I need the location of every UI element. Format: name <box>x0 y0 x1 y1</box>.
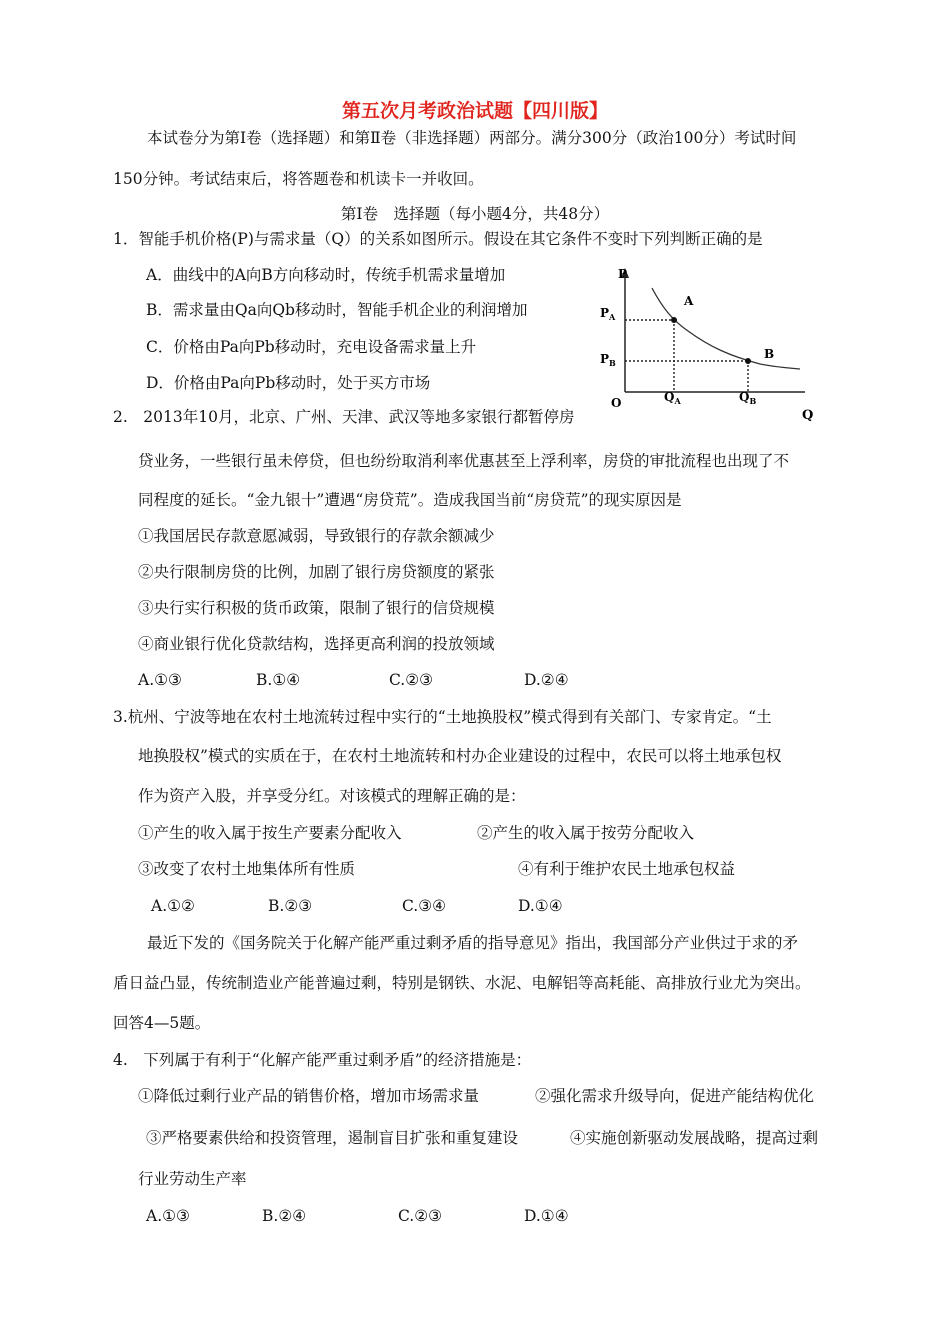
page-title: 第五次月考政治试题【四川版】 <box>341 100 608 122</box>
point-a-marker <box>671 317 677 323</box>
q3-answer-a: A.①② <box>151 897 195 915</box>
q3-item-3: ③改变了农村土地集体所有性质 <box>138 860 356 878</box>
material-line-3: 回答4—5题。 <box>113 1014 211 1032</box>
q2-line-3: 同程度的延长。“金九银十”遭遇“房贷荒”。造成我国当前“房贷荒”的现实原因是 <box>138 491 682 509</box>
q2-answer-b: B.①④ <box>256 671 301 689</box>
q4-answer-d: D.①④ <box>524 1207 569 1225</box>
q3-answer-d: D.①④ <box>518 897 563 915</box>
q4-item-4: ④实施创新驱动发展战略，提高过剩 <box>570 1129 819 1147</box>
q4-answer-c: C.②③ <box>398 1207 443 1225</box>
intro-line-2: 150分钟。考试结束后，将答题卷和机读卡一并收回。 <box>113 170 484 188</box>
q1-option-a: A．曲线中的A向B方向移动时，传统手机需求量增加 <box>146 266 506 284</box>
origin-label: O <box>611 396 622 410</box>
q3-line-3: 作为资产入股，并享受分红。对该模式的理解正确的是： <box>138 787 526 805</box>
q4-stem: 4. 下列属于有利于“化解产能严重过剩矛盾”的经济措施是： <box>113 1051 532 1069</box>
point-b-marker <box>745 358 751 364</box>
q3-line-2: 地换股权”模式的实质在于，在农村土地流转和村办企业建设的过程中，农民可以将土地承包权 <box>138 747 782 765</box>
q4-answer-a: A.①③ <box>146 1207 190 1225</box>
q2-line-1: 2. 2013年10月，北京、广州、天津、武汉等地多家银行都暂停房 <box>113 408 575 426</box>
q4-item-3: ③严格要素供给和投资管理，遏制盲目扩张和重复建设 <box>146 1129 519 1147</box>
q4-item-2: ②强化需求升级导向，促进产能结构优化 <box>535 1087 815 1105</box>
q3-item-4: ④有利于维护农民土地承包权益 <box>518 860 736 878</box>
q1-option-b: B．需求量由Qa向Qb移动时，智能手机企业的利润增加 <box>146 301 528 319</box>
pb-label: $P_B$ <box>600 352 616 368</box>
q2-line-2: 贷业务，一些银行虽未停贷，但也纷纷取消利率优惠甚至上浮利率，房贷的审批流程也出现了不 <box>138 452 790 470</box>
q4-item-1: ①降低过剩行业产品的销售价格，增加市场需求量 <box>138 1087 480 1105</box>
q4-answer-b: B.②④ <box>262 1207 307 1225</box>
q1-option-c: C．价格由Pa向Pb移动时，充电设备需求量上升 <box>146 338 477 356</box>
intro-line-1: 本试卷分为第Ⅰ卷（选择题）和第Ⅱ卷（非选择题）两部分。满分300分（政治100分）考试时间 <box>147 129 797 147</box>
qb-label: $Q_B$ <box>739 390 757 406</box>
q3-item-1: ①产生的收入属于按生产要素分配收入 <box>138 824 402 842</box>
material-line-2: 盾日益凸显，传统制造业产能普遍过剩，特别是钢铁、水泥、电解铝等高耗能、高排放行业尤为突出。 <box>113 974 811 992</box>
q2-item-1: ①我国居民存款意愿减弱，导致银行的存款余额减少 <box>138 527 495 545</box>
q1-stem: 1．智能手机价格(P)与需求量（Q）的关系如图所示。假设在其它条件不变时下列判断正确的是 <box>113 230 763 248</box>
pa-label: $P_A$ <box>600 306 616 322</box>
q2-answer-c: C.②③ <box>389 671 434 689</box>
q3-item-2: ②产生的收入属于按劳分配收入 <box>477 824 695 842</box>
qa-label: $Q_A$ <box>664 390 681 406</box>
q2-item-4: ④商业银行优化贷款结构，选择更高利润的投放领域 <box>138 635 495 653</box>
demand-curve-figure <box>590 262 830 432</box>
q4-item-4-cont: 行业劳动生产率 <box>138 1170 247 1188</box>
x-axis-label: Q <box>802 408 814 423</box>
q3-answer-c: C.③④ <box>402 897 447 915</box>
q1-option-d: D．价格由Pa向Pb移动时，处于买方市场 <box>146 374 431 392</box>
q2-item-2: ②央行限制房贷的比例，加剧了银行房贷额度的紧张 <box>138 563 495 581</box>
section-heading: 第Ⅰ卷 选择题（每小题4分，共48分） <box>340 205 610 223</box>
q3-line-1: 3.杭州、宁波等地在农村土地流转过程中实行的“土地换股权”模式得到有关部门、专家肯定。“土 <box>113 708 772 726</box>
point-a-label: A <box>684 294 694 308</box>
point-b-label: B <box>764 347 775 361</box>
q2-answer-d: D.②④ <box>524 671 569 689</box>
q2-item-3: ③央行实行积极的货币政策，限制了银行的信贷规模 <box>138 599 495 617</box>
material-line-1: 最近下发的《国务院关于化解产能严重过剩矛盾的指导意见》指出，我国部分产业供过于求的矛 <box>147 934 799 952</box>
q3-answer-b: B.②③ <box>268 897 313 915</box>
y-axis-label: P <box>618 267 628 281</box>
q2-answer-a: A.①③ <box>138 671 182 689</box>
